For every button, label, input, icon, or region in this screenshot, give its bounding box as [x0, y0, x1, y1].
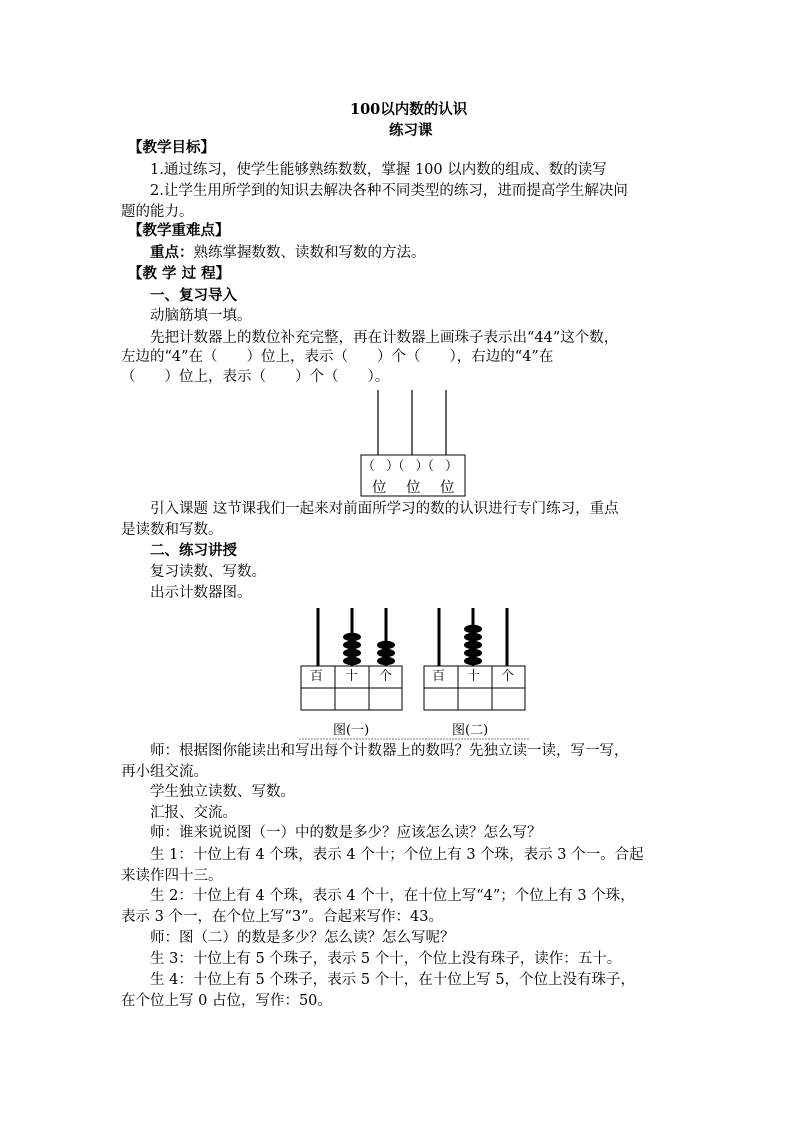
s2-p11-line1: 生 4：十位上有 5 个珠子，表示 5 个十，在十位上写 5，个位上没有珠子， [150, 972, 636, 988]
s2-p8-line1: 生 2：十位上有 4 个珠，表示 4 个十，在十位上写“4”；个位上有 3 个珠， [150, 888, 635, 904]
s1-p2-line2: 左边的“4”在（ ）位上，表示（ ）个（ ），右边的“4”在 [121, 349, 554, 365]
blank-abacus-label-2: 位 [406, 480, 421, 496]
s2-p6: 师：谁来说说图（一）中的数是多少？应该怎么读？怎么写？ [150, 825, 542, 841]
goal-2-line1: 2.让学生用所学到的知识去解决各种不同类型的练习，进而提高学生解决问 [150, 183, 628, 199]
abacus-1-bead-tens [343, 633, 361, 641]
goal-2-line2: 题的能力。 [121, 204, 194, 220]
s2-p4: 学生独立读数、写数。 [150, 784, 295, 800]
abacus-1-caption: 图(一) [333, 723, 370, 738]
key-heading: 【教学重难点】 [128, 222, 230, 239]
s2-p7-line1: 生 1：十位上有 4 个珠，表示 4 个十；个位上有 3 个珠，表示 3 个一。合起 [150, 847, 644, 863]
s2-p7-line2: 来读作四十三。 [121, 868, 223, 884]
abacus-2-bead-tens [464, 625, 482, 633]
abacus-1-bead-tens [343, 649, 361, 657]
abacus-2-col-3: 个 [501, 669, 515, 684]
key-point [150, 243, 426, 263]
s2-p3-line2: 再小组交流。 [121, 764, 208, 780]
abacus-2-bead-tens [464, 657, 482, 665]
abacus-1-bead-ones [377, 641, 395, 649]
abacus-1-col-2: 十 [345, 669, 359, 684]
abacus-2-bead-tens [464, 649, 482, 657]
blank-abacus-slots: （ ）（ ）（ ） [362, 459, 458, 474]
s1-p3-line1: 引入课题 这节课我们一起来对前面所学习的数的认识进行专门练习，重点 [150, 501, 619, 517]
goal-1: 1.通过练习，使学生能够熟练数数，掌握 100 以内数的组成、数的读写 [150, 162, 607, 178]
goals-heading: 【教学目标】 [128, 139, 215, 156]
abacus-2-caption: 图(二) [452, 723, 489, 738]
abacus-1-col-3: 个 [379, 669, 393, 684]
abacus-2-bead-tens [464, 633, 482, 641]
key-label: 重点： [150, 244, 194, 261]
abacus-1-col-1: 百 [310, 669, 324, 684]
s1-p2-line1: 先把计数器上的数位补充完整，再在计数器上画珠子表示出“44”这个数， [150, 330, 619, 346]
s2-p8-line2: 表示 3 个一，在个位上写“3”。合起来写作：43。 [121, 909, 443, 925]
abacus-2 [424, 608, 525, 710]
s2-p10: 生 3：十位上有 5 个珠子，表示 5 个十，个位上没有珠子，读作：五十。 [150, 951, 622, 967]
abacus-1 [301, 608, 402, 710]
s2-p9: 师：图（二）的数是多少？怎么读？怎么写呢？ [150, 930, 455, 946]
abacus-1-bead-ones [377, 649, 395, 657]
abacus-2-bead-tens [464, 641, 482, 649]
s2-p3-line1: 师：根据图你能读出和写出每个计数器上的数吗？先独立读一读，写一写， [150, 743, 629, 759]
abacus-2-beads [464, 625, 482, 665]
blank-abacus-label-3: 位 [440, 480, 455, 496]
s2-p11-line2: 在个位上写 0 占位，写作：50。 [121, 993, 332, 1009]
abacus-1-bead-tens [343, 657, 361, 665]
abacus-1-bead-tens [343, 641, 361, 649]
s1-p2-line3: （ ）位上，表示（ ）个（ ）。 [121, 369, 390, 385]
process-heading: 【教 学 过 程】 [128, 265, 231, 282]
section1-heading: 一、复习导入 [150, 287, 237, 304]
abacus-2-col-2: 十 [467, 669, 481, 684]
s1-p1: 动脑筋填一填。 [150, 308, 252, 324]
blank-abacus-label-1: 位 [372, 480, 387, 496]
abacus-2-col-1: 百 [432, 669, 446, 684]
abacus-figures [295, 604, 535, 744]
abacus-1-bead-ones [377, 657, 395, 665]
key-text: 熟练掌握数数、读数和写数的方法。 [193, 245, 426, 261]
s2-p2: 出示计数器图。 [150, 585, 252, 601]
section2-heading: 二、练习讲授 [150, 542, 237, 559]
s1-p3-line2: 是读数和写数。 [121, 522, 223, 538]
s2-p5: 汇报、交流。 [150, 805, 237, 821]
s2-p1: 复习读数、写数。 [150, 564, 266, 580]
page-title: 100以内数的认识 [350, 101, 468, 118]
page-subtitle: 练习课 [389, 122, 433, 139]
